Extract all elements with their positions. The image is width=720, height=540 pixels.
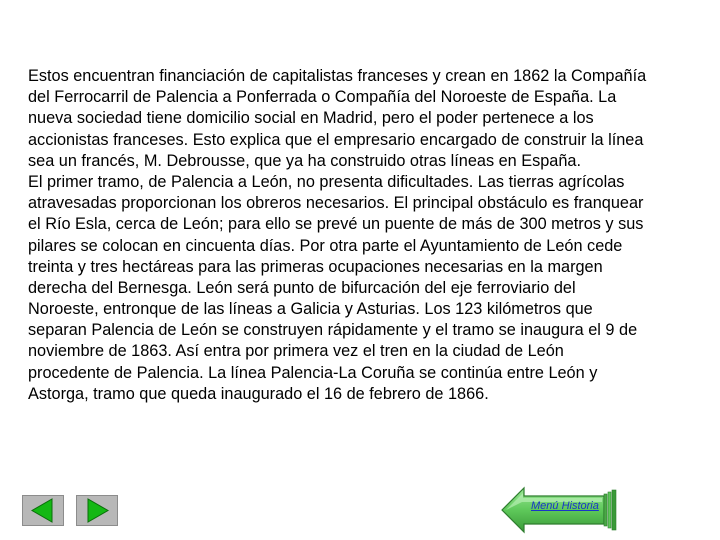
slide-body-text [28,66,718,405]
triangle-right-icon [77,496,117,525]
triangle-left-icon [23,496,63,525]
text-line: Astorga, tramo que queda inaugurado el 16 de febrero de 1866. [28,384,489,403]
text-line: Estos encuentran financiación de capitalistas franceses y crean en 1862 la Compañía [28,67,647,85]
text-line: derecha del Bernesga. León será punto de bifurcación del eje ferroviario del [28,278,576,297]
previous-slide-button[interactable] [22,495,64,526]
text-line: El primer tramo, de Palencia a León, no presenta dificultades. Las tierras agrícolas [28,172,625,191]
menu-historia-label[interactable]: Menú Historia [531,500,599,512]
text-line: noviembre de 1863. Así entra por primera vez el tren en la ciudad de León [28,342,564,361]
text-line: sea un francés, M. Debrousse, que ya ha construido otras líneas en España. [28,151,581,170]
text-line: Noroeste, entronque de las líneas a Galicia y Asturias. Los 123 kilómetros que [28,300,593,319]
text-line: pilares se colocan en cincuenta días. Por otra parte el Ayuntamiento de León cede [28,236,623,255]
text-line: atravesadas proporcionan los obreros necesarios. El principal obstáculo es franquear [28,194,644,213]
text-line: procedente de Palencia. La línea Palencia-La Coruña se continúa entre León y [28,363,598,382]
text-line: treinta y tres hectáreas para las primeras ocupaciones necesarias en la margen [28,257,603,276]
text-line: del Ferrocarril de Palencia a Ponferrada o Compañía del Noroeste de España. La [28,88,617,107]
next-slide-button[interactable] [76,495,118,526]
text-line: el Río Esla, cerca de León; para ello se prevé un puente de más de 300 metros y sus [28,215,644,234]
text-line: accionistas franceses. Esto explica que el empresario encargado de construir la línea [28,130,644,149]
menu-historia-button[interactable] [500,484,618,536]
text-line: nueva sociedad tiene domicilio social en Madrid, pero el poder pertenece a los [28,109,594,128]
text-line: separan Palencia de León se construyen rápidamente y el tramo se inaugura el 9 de [28,321,638,340]
